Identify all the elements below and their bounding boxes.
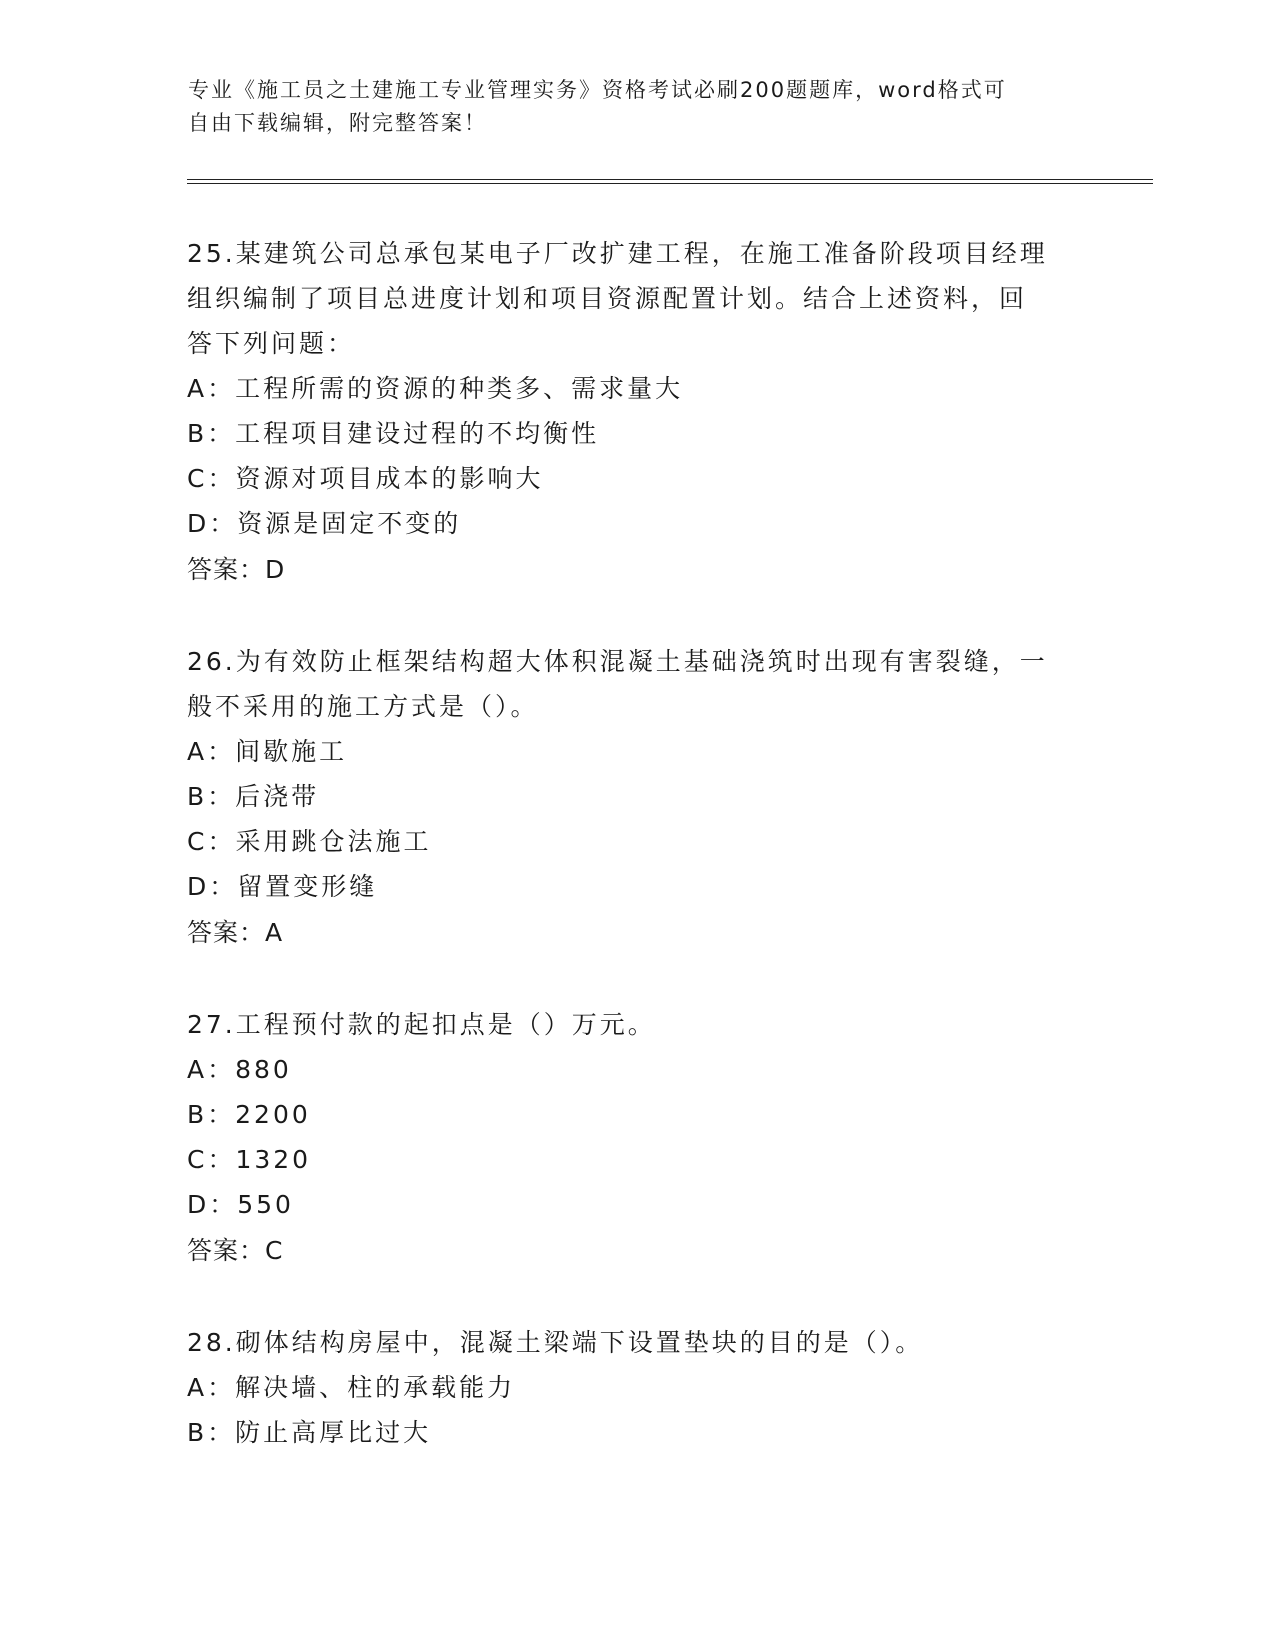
option-a: A：间歇施工 [187, 737, 348, 766]
question-stem-line: 答下列问题： [187, 329, 356, 358]
answer: 答案：D [187, 555, 286, 584]
question-stem-line: 28.砌体结构房屋中，混凝土梁端下设置垫块的目的是（）。 [187, 1328, 924, 1357]
option-d: D：资源是固定不变的 [187, 509, 462, 538]
answer: 答案：C [187, 1236, 284, 1265]
header-line: 自由下载编辑，附完整答案！ [188, 111, 487, 135]
option-c: C：采用跳仓法施工 [187, 827, 432, 856]
page-header [188, 74, 1068, 140]
question-stem-line: 组织编制了项目总进度计划和项目资源配置计划。结合上述资料，回 [187, 284, 1028, 313]
question-stem-line: 般不采用的施工方式是（）。 [187, 692, 539, 721]
option-c: C：1320 [187, 1145, 312, 1174]
question-stem-line: 26.为有效防止框架结构超大体积混凝土基础浇筑时出现有害裂缝，一 [187, 647, 1048, 676]
header-line: 专业《施工员之土建施工专业管理实务》资格考试必刷200题题库，word格式可 [188, 78, 1007, 102]
option-a: A：880 [187, 1055, 292, 1084]
question-stem-line: 25.某建筑公司总承包某电子厂改扩建工程，在施工准备阶段项目经理 [187, 239, 1048, 268]
question-stem-line: 27.工程预付款的起扣点是（）万元。 [187, 1010, 656, 1039]
option-a: A：解决墙、柱的承载能力 [187, 1373, 516, 1402]
answer: 答案：A [187, 918, 284, 947]
option-b: B：工程项目建设过程的不均衡性 [187, 419, 600, 448]
option-d: D：留置变形缝 [187, 872, 378, 901]
option-b: B：2200 [187, 1100, 311, 1129]
header-divider [187, 183, 1153, 184]
option-b: B：防止高厚比过大 [187, 1418, 432, 1447]
header-divider [187, 179, 1153, 180]
option-d: D：550 [187, 1190, 294, 1219]
option-a: A：工程所需的资源的种类多、需求量大 [187, 374, 684, 403]
option-c: C：资源对项目成本的影响大 [187, 464, 544, 493]
option-b: B：后浇带 [187, 782, 320, 811]
